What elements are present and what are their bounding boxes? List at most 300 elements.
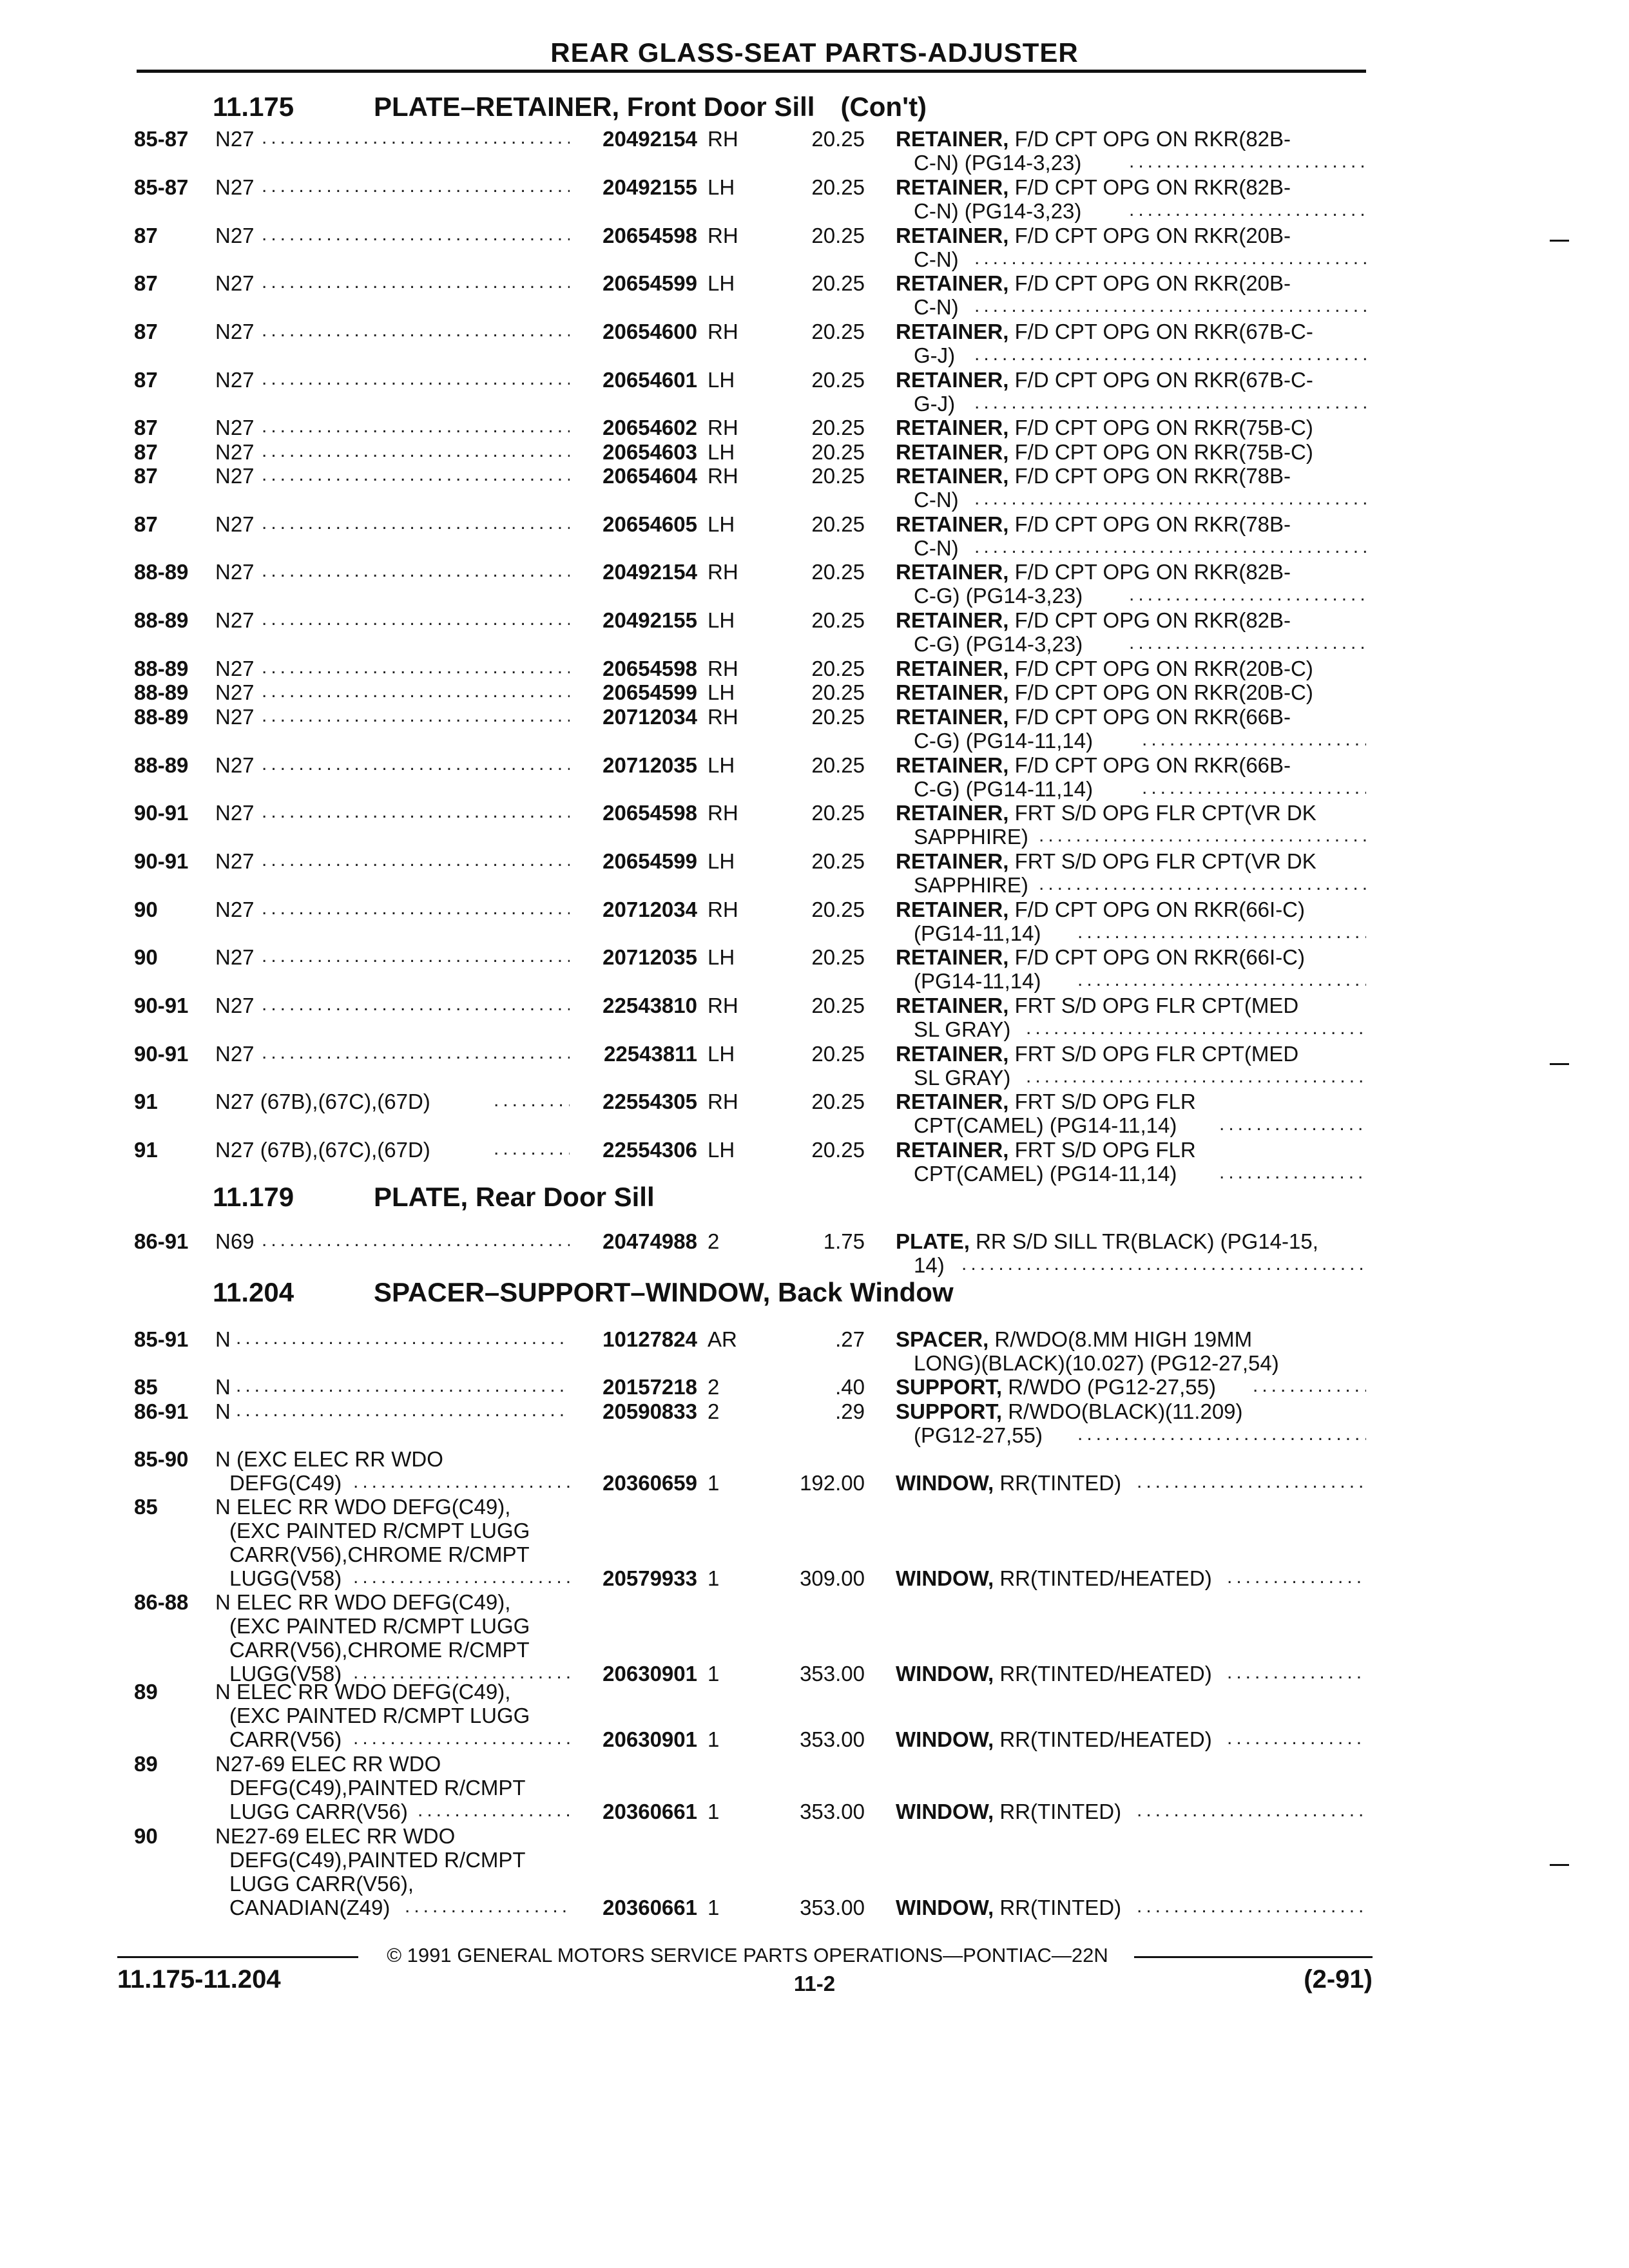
leader-dots [1227, 1727, 1366, 1749]
description-text: F/D CPT OPG ON RKR(20B-C) [1008, 680, 1313, 704]
application [215, 271, 255, 295]
leader-dots [1077, 921, 1366, 943]
description-continuation: G-J) [914, 343, 956, 367]
quantity: 1 [708, 1800, 720, 1823]
leader-dots [1129, 632, 1366, 654]
description-line [896, 1327, 1279, 1351]
description-continuation: C-N) [914, 536, 959, 560]
application-line: N27 (67B),(67C),(67D) [215, 1090, 430, 1113]
description-keyword: RETAINER, [896, 898, 1009, 921]
price: .27 [835, 1327, 865, 1351]
description-continuation: C-G) (PG14-11,14) [914, 777, 1094, 801]
margin-mark [1550, 240, 1569, 242]
section-heading-11-175 [213, 91, 927, 122]
price: 20.25 [811, 657, 865, 680]
model-years: 90 [134, 945, 158, 969]
leader-dots [405, 1896, 570, 1917]
price: 20.25 [811, 440, 865, 464]
part-number: 20492154 [602, 127, 697, 151]
leader-dots [494, 1090, 570, 1111]
description-keyword: RETAINER, [896, 127, 1009, 151]
leader-dots [262, 994, 570, 1015]
part-number: 20654600 [602, 320, 697, 343]
leader-dots [262, 753, 570, 775]
description-keyword: RETAINER, [896, 175, 1009, 199]
price: 353.00 [800, 1800, 865, 1823]
model-years: 87 [134, 368, 158, 392]
description-line [896, 680, 1313, 704]
leader-dots [262, 705, 570, 727]
section-title: PLATE, Rear Door Sill [374, 1182, 655, 1212]
application-line: LUGG(V58) [229, 1566, 342, 1590]
quantity: LH [708, 945, 735, 969]
application-line: N27 [215, 994, 255, 1017]
application [215, 464, 255, 488]
quantity: RH [708, 127, 738, 151]
quantity: 2 [708, 1229, 720, 1253]
part-number: 20654599 [602, 271, 697, 295]
description-line [896, 608, 1291, 632]
part-number: 20157218 [602, 1375, 697, 1399]
model-years: 85 [134, 1495, 158, 1519]
application-line: N (EXC ELEC RR WDO [215, 1447, 443, 1471]
leader-dots [262, 560, 570, 582]
leader-dots [262, 271, 570, 293]
part-number: 20492155 [602, 175, 697, 199]
leader-dots [262, 608, 570, 630]
part-number: 20492155 [602, 608, 697, 632]
application-line: CANADIAN(Z49) [229, 1896, 390, 1919]
model-years: 88-89 [134, 680, 189, 704]
leader-dots [1039, 873, 1366, 895]
quantity: LH [708, 849, 735, 873]
quantity: RH [708, 705, 738, 729]
leader-dots [1227, 1662, 1366, 1684]
leader-dots [494, 1138, 570, 1160]
model-years: 88-89 [134, 657, 189, 680]
description-continuation: (PG14-11,14) [914, 921, 1041, 945]
application [215, 1042, 255, 1066]
description-keyword: RETAINER, [896, 1090, 1009, 1113]
model-years: 90-91 [134, 1042, 189, 1066]
description-keyword: RETAINER, [896, 224, 1009, 247]
leader-dots [1137, 1471, 1366, 1493]
application [215, 416, 255, 439]
application-line: N27 [215, 1042, 255, 1066]
quantity: RH [708, 464, 738, 488]
description-text: F/D CPT OPG ON RKR(75B-C) [1008, 416, 1313, 439]
application-line: N27 (67B),(67C),(67D) [215, 1138, 430, 1162]
leader-dots [1219, 1113, 1366, 1135]
model-years: 90-91 [134, 801, 189, 825]
part-number: 22554305 [602, 1090, 697, 1113]
model-years: 87 [134, 320, 158, 343]
footer-page-number: 11-2 [793, 1972, 836, 1995]
description-line [896, 416, 1313, 439]
leader-dots [1253, 1375, 1366, 1397]
description-keyword: RETAINER, [896, 994, 1009, 1017]
description-line [896, 898, 1305, 921]
leader-dots [353, 1471, 570, 1493]
leader-dots [262, 1042, 570, 1064]
description-keyword: SUPPORT, [896, 1375, 1003, 1399]
leader-dots [262, 680, 570, 702]
description-line [896, 320, 1313, 343]
continued-label: (Con't) [840, 91, 927, 122]
description-line [896, 849, 1316, 873]
price: 20.25 [811, 560, 865, 584]
description [896, 1327, 1279, 1375]
quantity: LH [708, 1138, 735, 1162]
leader-dots [262, 320, 570, 341]
part-number: 22543811 [603, 1042, 697, 1066]
leader-dots [1227, 1566, 1366, 1588]
leader-dots [353, 1566, 570, 1588]
leader-dots [1077, 969, 1366, 991]
description-line [896, 560, 1291, 584]
description-line [896, 464, 1291, 488]
description-keyword: WINDOW, [896, 1662, 994, 1686]
description-text: FRT S/D OPG FLR CPT(MED [1008, 994, 1299, 1017]
leader-dots [262, 945, 570, 967]
description-continuation: CPT(CAMEL) (PG14-11,14) [914, 1162, 1177, 1186]
part-number: 20590833 [602, 1399, 697, 1423]
description-keyword: WINDOW, [896, 1471, 994, 1495]
price: 20.25 [811, 320, 865, 343]
quantity: LH [708, 680, 735, 704]
application-line: N27 [215, 898, 255, 921]
quantity: 1 [708, 1727, 720, 1751]
leader-dots [236, 1399, 570, 1421]
model-years: 86-91 [134, 1229, 189, 1253]
quantity: LH [708, 368, 735, 392]
application-line: (EXC PAINTED R/CMPT LUGG [229, 1704, 530, 1727]
quantity: 1 [708, 1896, 720, 1919]
description-text: F/D CPT OPG ON RKR(78B- [1008, 512, 1291, 536]
application-line: N27 [215, 849, 255, 873]
application-line: N27 [215, 320, 255, 343]
model-years: 90-91 [134, 849, 189, 873]
part-number: 20360661 [602, 1896, 697, 1919]
description-line [896, 1399, 1243, 1423]
quantity: LH [708, 512, 735, 536]
application [215, 440, 255, 464]
description-text: FRT S/D OPG FLR CPT(VR DK [1008, 801, 1316, 825]
application [215, 1138, 430, 1162]
application [215, 657, 255, 680]
description-line [896, 368, 1313, 392]
application [215, 680, 255, 704]
description-line [896, 1471, 1121, 1495]
description-keyword: PLATE, [896, 1229, 970, 1253]
description-continuation: (PG14-11,14) [914, 969, 1041, 993]
application-line: N ELEC RR WDO DEFG(C49), [215, 1680, 511, 1704]
price: 20.25 [811, 512, 865, 536]
leader-dots [236, 1375, 570, 1397]
part-number: 20360661 [602, 1800, 697, 1823]
application [215, 320, 255, 343]
description-keyword: RETAINER, [896, 560, 1009, 584]
application-line: N [215, 1375, 231, 1399]
leader-dots [974, 488, 1366, 510]
application [215, 1229, 255, 1253]
description-text: F/D CPT OPG ON RKR(66B- [1008, 753, 1291, 777]
description-keyword: WINDOW, [896, 1566, 994, 1590]
application [215, 368, 255, 392]
description-line [896, 657, 1313, 680]
model-years: 88-89 [134, 753, 189, 777]
description-keyword: WINDOW, [896, 1896, 994, 1919]
description-text: R/WDO(BLACK)(11.209) [1002, 1399, 1243, 1423]
model-years: 85-90 [134, 1447, 189, 1471]
part-number: 20630901 [602, 1727, 697, 1751]
quantity: RH [708, 898, 738, 921]
application-line: DEFG(C49),PAINTED R/CMPT [229, 1776, 526, 1800]
section-number: 11.179 [213, 1182, 294, 1212]
description-keyword: RETAINER, [896, 1042, 1009, 1066]
model-years: 91 [134, 1138, 158, 1162]
price: .40 [835, 1375, 865, 1399]
part-number: 20654603 [602, 440, 697, 464]
application-line: LUGG CARR(V56), [229, 1872, 414, 1896]
price: 192.00 [800, 1471, 865, 1495]
footer-section-range: 11.175-11.204 [117, 1965, 281, 1994]
description-text: F/D CPT OPG ON RKR(75B-C) [1008, 440, 1313, 464]
application-line: N27-69 ELEC RR WDO [215, 1752, 441, 1776]
price: 20.25 [811, 753, 865, 777]
leader-dots [1129, 151, 1366, 173]
model-years: 87 [134, 512, 158, 536]
description-keyword: WINDOW, [896, 1800, 994, 1823]
application [215, 127, 255, 151]
leader-dots [262, 224, 570, 245]
leader-dots [1142, 729, 1366, 751]
price: 20.25 [811, 801, 865, 825]
price: 20.25 [811, 271, 865, 295]
application-line: LUGG(V58) [229, 1662, 342, 1686]
description-line [896, 945, 1305, 969]
description-line [896, 1896, 1121, 1919]
leader-dots [262, 512, 570, 534]
margin-mark [1550, 1063, 1569, 1065]
application-line: N27 [215, 464, 255, 488]
model-years: 90 [134, 898, 158, 921]
price: 353.00 [800, 1662, 865, 1686]
description-text: RR(TINTED/HEATED) [994, 1662, 1212, 1686]
leader-dots [262, 127, 570, 149]
leader-dots [974, 536, 1366, 558]
description-line [896, 1566, 1212, 1590]
section-heading-11-204 [213, 1277, 954, 1308]
model-years: 87 [134, 464, 158, 488]
description-text: F/D CPT OPG ON RKR(78B- [1008, 464, 1291, 488]
description-text: FRT S/D OPG FLR [1008, 1090, 1196, 1113]
description-continuation: C-N) (PG14-3,23) [914, 199, 1082, 223]
price: 20.25 [811, 608, 865, 632]
description-continuation: CPT(CAMEL) (PG14-11,14) [914, 1113, 1177, 1137]
quantity: RH [708, 560, 738, 584]
quantity: RH [708, 320, 738, 343]
description-continuation: SL GRAY) [914, 1017, 1011, 1041]
application-line: CARR(V56),CHROME R/CMPT [229, 1638, 530, 1662]
part-number: 20360659 [602, 1471, 697, 1495]
leader-dots [262, 416, 570, 437]
leader-dots [262, 464, 570, 486]
price: 353.00 [800, 1727, 865, 1751]
description-line [896, 1662, 1212, 1686]
application [215, 608, 255, 632]
application-line: NE27-69 ELEC RR WDO [215, 1824, 456, 1848]
application [215, 560, 255, 584]
application-line: N ELEC RR WDO DEFG(C49), [215, 1495, 511, 1519]
part-number: 20712035 [602, 753, 697, 777]
description-keyword: RETAINER, [896, 440, 1009, 464]
application-line: N27 [215, 271, 255, 295]
model-years: 90-91 [134, 994, 189, 1017]
description-text: R/WDO (PG12-27,55) [1002, 1375, 1216, 1399]
model-years: 85-91 [134, 1327, 189, 1351]
leader-dots [262, 801, 570, 823]
application-line: N ELEC RR WDO DEFG(C49), [215, 1590, 511, 1614]
model-years: 89 [134, 1680, 158, 1704]
application [215, 175, 255, 199]
price: 20.25 [811, 127, 865, 151]
description-line [896, 1138, 1196, 1162]
description-text: F/D CPT OPG ON RKR(66B- [1008, 705, 1291, 729]
footer-rule-right [1134, 1956, 1373, 1958]
application [215, 898, 255, 921]
model-years: 85 [134, 1375, 158, 1399]
quantity: LH [708, 753, 735, 777]
quantity: LH [708, 175, 735, 199]
part-number: 20654598 [602, 657, 697, 680]
application [215, 1327, 231, 1351]
description-keyword: RETAINER, [896, 945, 1009, 969]
description-continuation: C-G) (PG14-3,23) [914, 632, 1083, 656]
description-line [896, 1375, 1216, 1399]
description-continuation: C-N) [914, 247, 959, 271]
model-years: 91 [134, 1090, 158, 1113]
price: 20.25 [811, 416, 865, 439]
part-number: 20474988 [602, 1229, 697, 1253]
application-line: N27 [215, 416, 255, 439]
leader-dots [262, 368, 570, 390]
leader-dots [262, 657, 570, 678]
model-years: 85-87 [134, 127, 189, 151]
description-text: RR(TINTED) [994, 1471, 1122, 1495]
part-number: 20630901 [602, 1662, 697, 1686]
description [896, 1138, 1196, 1186]
description-continuation: (PG12-27,55) [914, 1423, 1043, 1447]
leader-dots [1026, 1017, 1366, 1039]
application-line: N27 [215, 753, 255, 777]
description-line [896, 1042, 1298, 1066]
leader-dots [262, 849, 570, 871]
model-years: 86-88 [134, 1590, 189, 1614]
description-text: RR(TINTED/HEATED) [994, 1727, 1212, 1751]
leader-dots [974, 343, 1366, 365]
description [896, 1896, 1121, 1919]
quantity: RH [708, 416, 738, 439]
part-number: 20654598 [602, 801, 697, 825]
model-years: 88-89 [134, 608, 189, 632]
description-keyword: RETAINER, [896, 705, 1009, 729]
description-keyword: SUPPORT, [896, 1399, 1003, 1423]
leader-dots [1142, 777, 1366, 799]
description-keyword: RETAINER, [896, 368, 1009, 392]
price: 20.25 [811, 175, 865, 199]
description-keyword: WINDOW, [896, 1727, 994, 1751]
price: 20.25 [811, 849, 865, 873]
price: 20.25 [811, 464, 865, 488]
description-continuation: C-N) [914, 295, 959, 319]
description-line [896, 705, 1291, 729]
part-number: 22543810 [602, 994, 697, 1017]
price: 309.00 [800, 1566, 865, 1590]
footer-rule-left [117, 1956, 358, 1958]
application-line: N27 [215, 705, 255, 729]
application-line: N27 [215, 560, 255, 584]
leader-dots [418, 1800, 570, 1821]
part-number: 20654605 [602, 512, 697, 536]
description-line [896, 224, 1291, 247]
description-continuation: SAPPHIRE) [914, 825, 1028, 849]
leader-dots [1077, 1423, 1366, 1445]
price: 20.25 [811, 1090, 865, 1113]
price: 1.75 [823, 1229, 865, 1253]
description-continuation: SL GRAY) [914, 1066, 1011, 1090]
description-text: F/D CPT OPG ON RKR(20B- [1008, 271, 1291, 295]
quantity: 1 [708, 1471, 720, 1495]
description-keyword: RETAINER, [896, 608, 1009, 632]
application [215, 512, 255, 536]
description-keyword: RETAINER, [896, 512, 1009, 536]
leader-dots [961, 1253, 1366, 1275]
leader-dots [1039, 825, 1366, 847]
price: 20.25 [811, 680, 865, 704]
part-number: 20654602 [602, 416, 697, 439]
title-rule [137, 70, 1366, 73]
description-text: FRT S/D OPG FLR [1008, 1138, 1196, 1162]
leader-dots [974, 295, 1366, 317]
application-line: N27 [215, 512, 255, 536]
description-text: F/D CPT OPG ON RKR(20B- [1008, 224, 1291, 247]
application-line: CARR(V56),CHROME R/CMPT [229, 1542, 530, 1566]
page-title: REAR GLASS-SEAT PARTS-ADJUSTER [550, 37, 1079, 68]
description-line [896, 1727, 1212, 1751]
description-continuation: G-J) [914, 392, 956, 416]
part-number: 20579933 [602, 1566, 697, 1590]
description-continuation: C-N) [914, 488, 959, 512]
description-text: RR(TINTED) [994, 1800, 1122, 1823]
part-number: 20712034 [602, 898, 697, 921]
application-line: N27 [215, 657, 255, 680]
description-continuation: SAPPHIRE) [914, 873, 1028, 897]
quantity: RH [708, 1090, 738, 1113]
application-line: N [215, 1399, 231, 1423]
price: 20.25 [811, 368, 865, 392]
part-number: 20654601 [602, 368, 697, 392]
leader-dots [1026, 1066, 1366, 1088]
application [215, 801, 255, 825]
model-years: 87 [134, 416, 158, 439]
footer-copyright: © 1991 GENERAL MOTORS SERVICE PARTS OPERATIONS—PONTIAC—22N [387, 1944, 1108, 1966]
description-line [896, 175, 1291, 199]
leader-dots [262, 440, 570, 462]
application-line: N27 [215, 608, 255, 632]
description-keyword: RETAINER, [896, 680, 1009, 704]
quantity: 1 [708, 1662, 720, 1686]
